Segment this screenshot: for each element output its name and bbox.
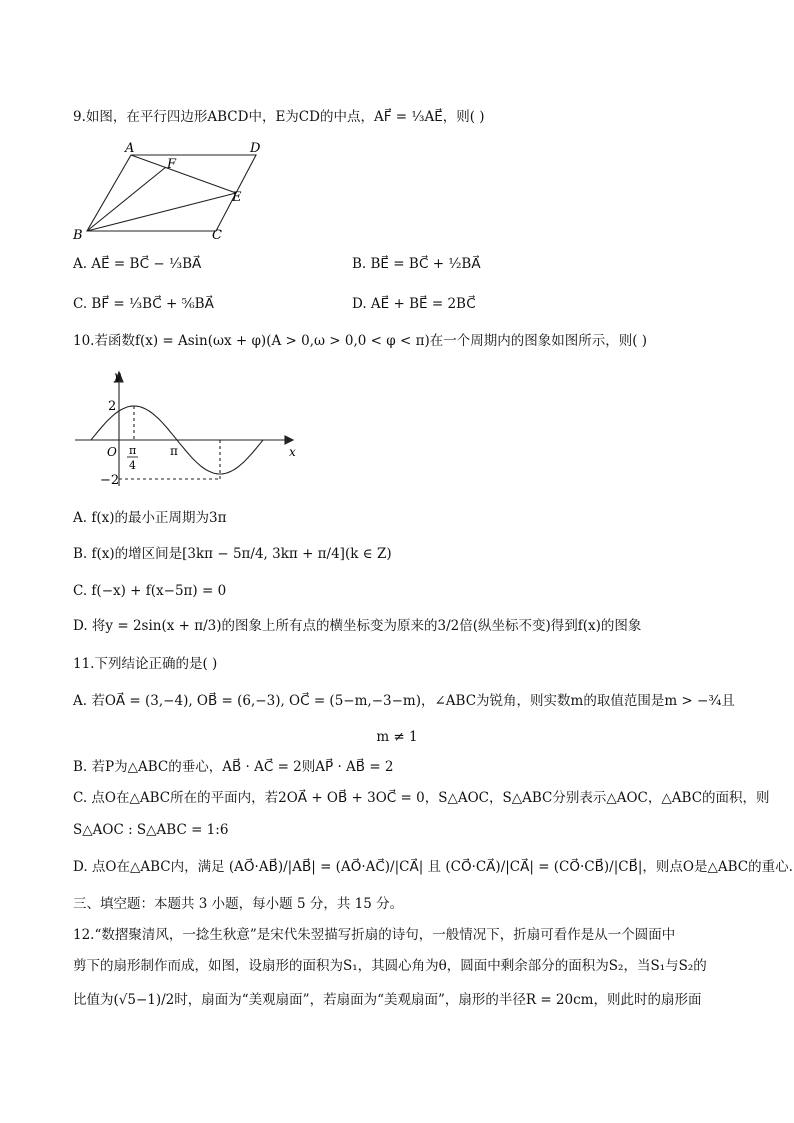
q12-line1: 12.“数摺聚清风，一捻生秋意”是宋代朱翌描写折扇的诗句，一般情况下，折扇可看作是从一个圆面中 xyxy=(73,927,676,943)
q9-stem: 9.如图，在平行四边形ABCD中，E为CD的中点，AF⃗ = ¹⁄₃AE⃗，则( ) xyxy=(73,109,485,125)
label-a: A xyxy=(125,141,135,156)
q11-option-a-line1: A. 若OA⃗ = (3,−4), OB⃗ = (6,−3), OC⃗ = (5−m,−3−m)，∠ABC为锐角，则实数m的取值范围是m > −³⁄₄且 xyxy=(73,693,735,709)
label-y: y xyxy=(114,369,121,383)
q10-sine-graph xyxy=(70,366,310,496)
label-origin: O xyxy=(107,445,117,459)
label-e: E xyxy=(232,190,242,205)
q10-option-a: A. f(x)的最小正周期为3π xyxy=(73,510,227,526)
segment-ae xyxy=(131,155,236,193)
label-neg-two: −2 xyxy=(100,473,120,488)
q12-line3: 比值为(√5−1)/2时，扇面为“美观扇面”，若扇面为“美观扇面”，扇形的半径R = 20cm，则此时的扇形面 xyxy=(73,992,702,1008)
label-d: D xyxy=(250,141,261,156)
q9-option-a: A. AE⃗ = BC⃗ − ¹⁄₃BA⃗ xyxy=(73,256,202,272)
q11-option-c-line2: S△AOC : S△ABC = 1:6 xyxy=(73,822,229,838)
q11-option-b: B. 若P为△ABC的垂心，AB⃗ · AC⃗ = 2则AP⃗ · AB⃗ = 2 xyxy=(73,759,394,775)
label-pi-over-4-den: 4 xyxy=(129,459,136,472)
q10-option-c: C. f(−x) + f(x−5π) = 0 xyxy=(73,583,227,599)
x-axis-arrow xyxy=(285,436,293,444)
q10-option-b: B. f(x)的增区间是[3kπ − 5π/4, 3kπ + π/4](k ∈ Z) xyxy=(73,546,392,562)
q12-line2: 剪下的扇形制作而成，如图，设扇形的面积为S₁，其圆心角为θ，圆面中剩余部分的面积为S₂，当S₁与S₂的 xyxy=(73,958,707,974)
label-pi: π xyxy=(170,444,178,458)
q11-option-c-line1: C. 点O在△ABC所在的平面内，若2OA⃗ + OB⃗ + 3OC⃗ = 0，S△AOC，S△ABC分别表示△AOC，△ABC的面积，则 xyxy=(73,790,770,806)
segment-be xyxy=(87,193,236,231)
q9-option-b: B. BE⃗ = BC⃗ + ¹⁄₂BA⃗ xyxy=(352,256,481,272)
q9-option-d: D. AE⃗ + BE⃗ = 2BC⃗ xyxy=(352,296,476,312)
label-f: F xyxy=(167,157,177,172)
q10-stem: 10.若函数f(x) = Asin(ωx + φ)(A > 0,ω > 0,0 < φ < π)在一个周期内的图象如图所示，则( ) xyxy=(73,333,648,349)
q9-parallelogram-figure xyxy=(70,138,270,244)
q9-option-c: C. BF⃗ = ¹⁄₃BC⃗ + ⁵⁄₆BA⃗ xyxy=(73,296,214,312)
label-x: x xyxy=(289,445,296,459)
q10-option-d: D. 将y = 2sin(x + π/3)的图象上所有点的横坐标变为原来的3/2倍(纵坐标不变)得到f(x)的图象 xyxy=(73,618,642,634)
q11-option-d: D. 点O在△ABC内，满足 (AO⃗·AB⃗)/|AB⃗| = (AO⃗·AC⃗)/|CA⃗| 且 (CO⃗·CA⃗)/|CA⃗| = (CO⃗·CB⃗)/|CB⃗|，则点O是△ABC的重心. xyxy=(73,859,793,875)
section3-heading: 三、填空题：本题共 3 小题，每小题 5 分，共 15 分。 xyxy=(73,896,404,912)
q11-option-a-line2: m ≠ 1 xyxy=(376,729,418,745)
q11-stem: 11.下列结论正确的是( ) xyxy=(73,656,218,672)
label-pi-over-4-num: π xyxy=(129,444,137,457)
label-two: 2 xyxy=(108,399,117,414)
label-c: C xyxy=(212,228,222,243)
label-b: B xyxy=(73,228,83,243)
